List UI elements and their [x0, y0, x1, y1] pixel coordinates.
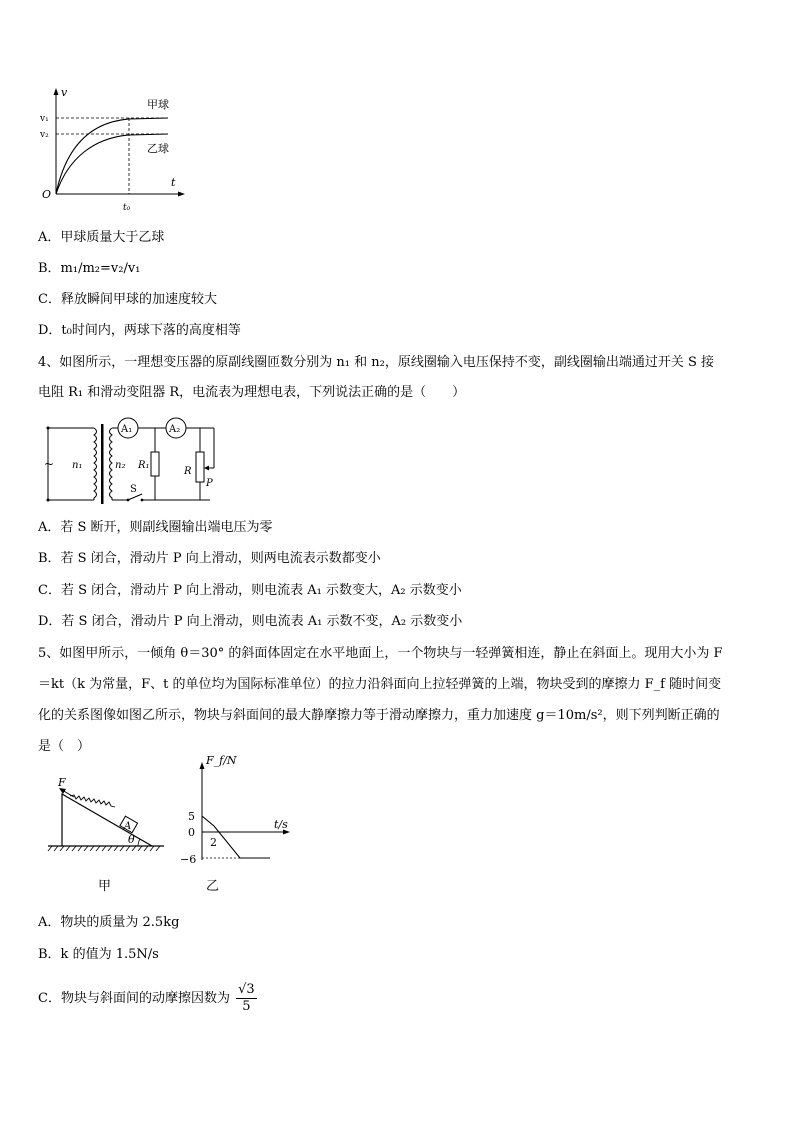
secondary-coil	[110, 428, 113, 500]
ff-axis-label: F_f/N	[206, 754, 237, 767]
iron-core	[101, 424, 104, 504]
ac-source-symbol: ~	[44, 457, 55, 471]
r1-label: R₁	[138, 460, 150, 471]
t-axis-label: t/s	[274, 818, 288, 831]
primary-wire	[48, 428, 94, 500]
source-terminal-bottom	[47, 499, 50, 502]
r-label: R	[184, 466, 192, 477]
ammeter-a1-label: A₁	[121, 424, 133, 435]
origin-label: O	[42, 188, 52, 201]
q5-option-a: A．物块的质量为 2.5kg	[38, 915, 180, 930]
v1-tick-label: v₁	[40, 114, 49, 124]
q4-stem-line-1: 4、如图所示，一理想变压器的原副线圈匝数分别为 n₁ 和 n₂，原线圈输入电压保持不变，副线圈输出端通过开关 S 接	[38, 355, 715, 370]
t0-tick-label: t₀	[123, 203, 131, 213]
q3-option-a: A．甲球质量大于乙球	[38, 230, 165, 245]
incline-figure	[44, 772, 168, 896]
q5-option-b: B．k 的值为 1.5N/s	[38, 947, 159, 962]
q5-stem-line-4: 是（ ）	[38, 739, 91, 754]
fraction-denominator: 5	[242, 999, 251, 1014]
force-label: F	[58, 776, 66, 789]
q4-option-c: C．若 S 闭合，滑动片 P 向上滑动，则电流表 A₁ 示数变大，A₂ 示数变小	[38, 583, 462, 598]
fraction-numerator: √3	[238, 982, 255, 997]
q4-option-a: A．若 S 断开，则副线圈输出端电压为零	[38, 520, 273, 535]
velocity-time-graph	[36, 86, 192, 216]
p-label: P	[206, 478, 213, 489]
n2-label: n₂	[115, 460, 126, 471]
tick-2-label: 2	[210, 836, 217, 849]
q5-stem-line-2: ＝kt（k 为常量，F、t 的单位均为国际标准单位）的拉力沿斜面向上拉轻弹簧的上端，物块受到的摩擦力 F_f 随时间变	[38, 677, 722, 692]
transformer-circuit-diagram	[38, 414, 228, 508]
n1-label: n₁	[72, 460, 83, 471]
v-axis-label: v	[61, 86, 68, 99]
angle-arc	[138, 839, 140, 846]
q5-option-c-fraction	[236, 982, 257, 1015]
tick-0-label: 0	[188, 826, 195, 839]
spring	[70, 795, 115, 807]
jia-caption: 甲	[98, 879, 112, 894]
incline-body	[62, 794, 152, 846]
q4-option-b: B．若 S 闭合，滑动片 P 向上滑动，则两电流表示数都变小	[38, 551, 381, 566]
source-terminal-top	[47, 427, 50, 430]
q5-stem-line-3: 化的关系图像如图乙所示，物块与斜面间的最大静摩擦力等于滑动摩擦力，重力加速度 g＝10m/s²，则下列判断正确的	[38, 708, 720, 723]
resistor-r1	[151, 452, 159, 476]
q4-stem-line-2: 电阻 R₁ 和滑动变阻器 R，电流表为理想电表，下列说法正确的是（ ）	[38, 385, 466, 400]
friction-time-graph	[176, 744, 300, 896]
tick-5-label: 5	[188, 810, 195, 823]
v2-tick-label: v₂	[40, 130, 49, 140]
v-axis-arrow	[54, 88, 59, 95]
q5-stem-line-1: 5、如图甲所示，一倾角 θ＝30° 的斜面体固定在水平地面上，一个物块与一轻弹簧相连，静止在斜面上。现用大小为 F	[38, 646, 723, 661]
t-axis-arrow	[178, 192, 185, 197]
rheostat-r	[196, 452, 204, 482]
block-a-label: A	[124, 821, 132, 832]
t-axis-label: t	[171, 176, 176, 189]
yi-ball-label: 乙球	[147, 142, 169, 155]
yi-caption: 乙	[206, 879, 220, 894]
q3-option-d: D．t₀时间内，两球下落的高度相等	[38, 323, 241, 338]
q5-option-c	[38, 982, 257, 1015]
q4-option-d: D．若 S 闭合，滑动片 P 向上滑动，则电流表 A₁ 示数不变，A₂ 示数变小	[38, 614, 463, 629]
angle-label: θ	[128, 833, 135, 846]
q3-option-b: B．m₁/m₂=v₂/v₁	[38, 261, 141, 276]
switch-s-label: S	[130, 484, 137, 495]
q5-option-c-text: C．物块与斜面间的动摩擦因数为	[38, 991, 230, 1006]
jia-ball-curve	[56, 118, 168, 194]
primary-coil	[94, 428, 97, 500]
q3-option-c: C．释放瞬间甲球的加速度较大	[38, 292, 217, 307]
jia-ball-label: 甲球	[147, 98, 169, 111]
tick-minus6-label: −6	[180, 853, 197, 866]
ammeter-a2-label: A₂	[169, 424, 181, 435]
